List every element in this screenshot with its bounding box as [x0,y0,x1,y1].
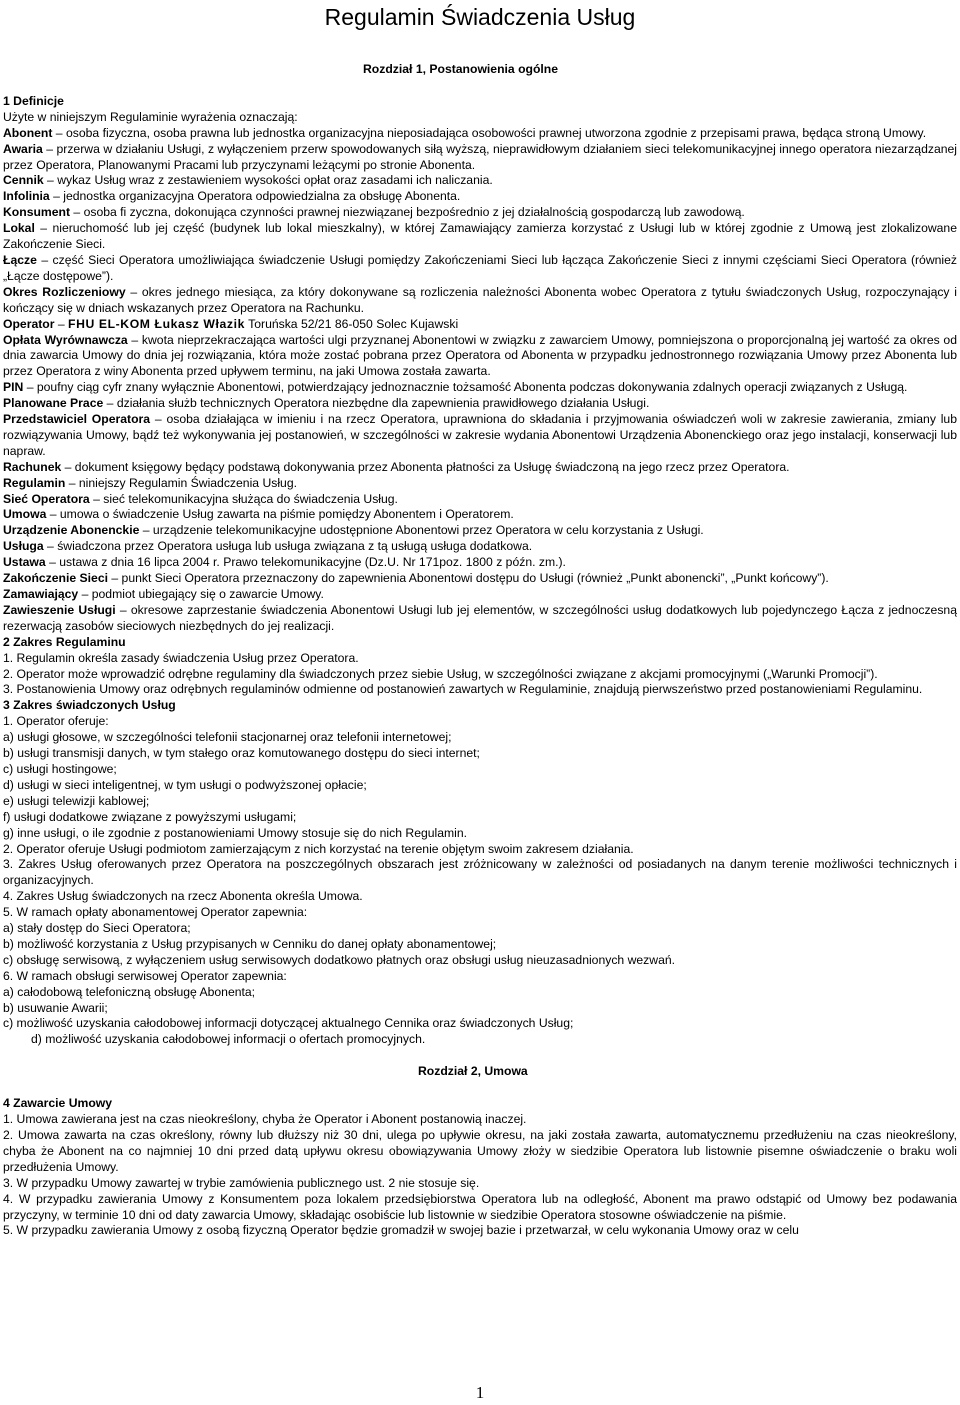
definition-item [3,333,957,381]
list-item: c) usługi hostingowe; [3,761,117,776]
definition-text: – nieruchomość lub jej część (budynek lub lokal mieszkalny), w której Zamawiający zamierza korzystać z Usługi lub w której zgodnie z Umową jest zlokalizowane Zakończenie Sieci. [3,221,957,252]
definition-text: – świadczona przez Operatora usługa lub usługa związana z tą usługą usługa dodatkowa. [43,539,533,554]
definition-text: – okresowe zaprzestanie świadczenia Abonentowi Usługi lub jej elementów, w szczególności usług dodatkowych lub pojedynczego Łącza z jednoczesną rezerwacją zasobów sieciowych niezbędnych do jej realizacji. [3,602,957,633]
definition-text: – wykaz Usług wraz z zestawieniem wysokości opłat oraz zasadami ich naliczania. [43,173,493,188]
definition-term: Operator [3,316,55,331]
definition-term: Opłata Wyrównawcza [3,332,128,347]
definition-item [3,205,957,221]
definition-text: – ustawa z dnia 16 lipca 2004 r. Prawo telekomunikacyjne (Dz.U. Nr 171poz. 1800 z późn. zm.). [45,555,566,570]
definition-text: – sieć telekomunikacyjna służąca do świadczenia Usług. [89,491,398,506]
definition-term: Usługa [3,539,44,554]
list-item: a) usługi głosowe, w szczególności telefonii stacjonarnej oraz telefonii internetowej; [3,730,452,745]
page-number: 1 [475,1383,485,1402]
definition-term: Ustawa [3,555,46,570]
section-2-list [3,651,957,699]
section-heading-4: 4 Zawarcie Umowy [3,1096,113,1111]
definition-term: Regulamin [3,475,66,490]
list-item: 6. W ramach obsługi serwisowej Operator zapewnia: [3,968,287,983]
list-item: 1. Regulamin określa zasady świadczenia Usług przez Operatora. [3,650,359,665]
list-item: d) usługi w sieci inteligentnej, w tym usługi o podwyższonej opłacie; [3,777,367,792]
list-item: 1. Operator oferuje: [3,714,109,729]
definition-item [3,189,957,205]
list-item: 4. Zakres Usług świadczonych na rzecz Abonenta określa Umowa. [3,889,363,904]
definition-text: – poufny ciąg cyfr znany wyłącznie Abonentowi, potwierdzający jednoznacznie tożsamość Abonenta podczas dokonywania zdalnych operacji związanych z Usługą. [23,380,908,395]
definition-term: Zakończenie Sieci [3,571,108,586]
list-item: e) usługi telewizji kablowej; [3,793,150,808]
section-heading-2: 2 Zakres Regulaminu [3,634,126,649]
definition-term: Abonent [3,125,53,140]
definition-term: Rachunek [3,459,62,474]
section-3-list [3,714,957,1032]
definition-term: Cennik [3,173,44,188]
list-item: c) obsługę serwisową, z wyłączeniem usług serwisowych dodatkowo płatnych oraz obsługi usług nieuzasadnionych wezwań. [3,952,676,967]
definition-term: Przedstawiciel Operatora [3,412,151,427]
definition-text: – kwota nieprzekraczająca wartości ulgi przyznanej Abonentowi w związku z zawarciem Umowy, pomniejszona o proporcjonalną jej wartość za okres od dnia zawarcia Umowy do dnia jej rozwiązania, która może zostać pobrana przez Operatora od Abonenta w przypadku jednostronnego rozwiązania Umowy przez Abonenta lub przez Operatora z winy Abonenta przed upływem terminu, na jaki Umowa została zawarta. [3,332,957,379]
list-item: 4. W przypadku zawierania Umowy z Konsumentem poza lokalem przedsiębiorstwa Operatora lub na odległość, Abonent ma prawo odstąpić od Umowy bez podawania przyczyny, w terminie 10 dni od daty zawarcia Umowy, składając osobiście lub listownie w siedzibie Operatora stosowne oświadczenie na piśmie. [3,1191,957,1222]
list-item: 2. Umowa zawarta na czas określony, równy lub dłuższy niż 30 dni, ulega po upływie okresu, na jaki została zawarta, automatycznemu przedłużeniu na czas nieokreślony, chyba że Abonent na co najmniej 10 dni przed datą upływu okresu obowiązywania Umowy złoży w siedzibie Operatora lub listownie pisemne oświadczenie o braku woli przedłużenia Umowy. [3,1128,957,1174]
definitions-list-2 [3,333,957,635]
definition-text: – urządzenie telekomunikacyjne udostępnione Abonentowi przez Operatora w celu korzystania z Usługi. [139,523,704,538]
list-item: a) stały dostęp do Sieci Operatora; [3,921,191,936]
section-heading-1: 1 Definicje [3,93,64,108]
definition-item [3,412,957,460]
list-item: b) możliwość korzystania z Usług przypisanych w Cenniku do danej opłaty abonamentowej; [3,936,497,951]
definition-term: Infolinia [3,189,50,204]
definition-item [3,126,957,142]
definition-text: – umowa o świadczenie Usług zawarta na piśmie pomiędzy Abonentem i Operatorem. [46,507,514,522]
definition-item [3,587,957,603]
definition-term: Awaria [3,141,43,156]
document-body [3,62,957,1239]
definition-item [3,476,957,492]
definition-term: Zawieszenie Usługi [3,602,116,617]
definition-text: – jednostka organizacyjna Operatora odpowiedzialna za obsługę Abonenta. [49,189,461,204]
definition-text: – dokument księgowy będący podstawą dokonywania przez Abonenta płatności za Usługę świadczoną na jego rzecz przez Operatora. [61,459,790,474]
list-item: b) usługi transmisji danych, w tym stałego oraz komutowanego dostępu do sieci internet; [3,746,480,761]
definition-item [3,492,957,508]
list-item: 5. W ramach opłaty abonamentowej Operator zapewnia: [3,905,308,920]
definition-text: – osoba fi zyczna, dokonująca czynności prawnej niezwiązanej bezpośrednio z jej działalnością gospodarczą lub zawodową. [70,205,745,220]
operator-name: FHU EL-KOM Łukasz Włazik [68,316,245,331]
list-item: f) usługi dodatkowe związane z powyższymi usługami; [3,809,297,824]
list-item: g) inne usługi, o ile zgodnie z postanowieniami Umowy stosuje się do nich Regulamin. [3,825,468,840]
section-heading-3: 3 Zakres świadczonych Usług [3,698,176,713]
definition-term: Okres Rozliczeniowy [3,284,126,299]
chapter-heading-2: Rozdział 2, Umowa [418,1064,528,1079]
definitions-intro: Użyte w niniejszym Regulaminie wyrażenia oznaczają: [3,109,298,124]
list-item: 1. Umowa zawierana jest na czas nieokreślony, chyba że Operator i Abonent postanowią inaczej. [3,1112,527,1127]
chapter-heading-1: Rozdział 1, Postanowienia ogólne [363,62,559,76]
definition-term: PIN [3,380,24,395]
definition-term: Umowa [3,507,47,522]
definition-term: Planowane Prace [3,396,104,411]
definition-term: Łącze [3,252,37,267]
definition-operator: Operator – FHU EL-KOM Łukasz Włazik Toruńska 52/21 86-050 Solec Kujawski [3,316,459,331]
definition-item [3,285,957,317]
list-item: 3. Zakres Usług oferowanych przez Operatora na poszczególnych obszarach jest zróżnicowany w zależności od posiadanych na danym terenie możliwości technicznych i organizacyjnych. [3,857,957,888]
definition-term: Urządzenie Abonenckie [3,523,140,538]
definition-item [3,396,957,412]
definition-text: – niniejszy Regulamin Świadczenia Usług. [65,475,297,490]
list-item: 2. Operator może wprowadzić odrębne regulaminy dla świadczonych przez siebie Usług, w szczególności związane z akcjami promocyjnymi („Warunki Promocji”). [3,666,878,681]
operator-address: Toruńska 52/21 86-050 Solec Kujawski [244,316,459,331]
list-item: c) możliwość uzyskania całodobowej informacji dotyczącej aktualnego Cennika oraz świadczonych Usług; [3,1016,574,1031]
definition-item [3,380,957,396]
list-item: a) całodobową telefoniczną obsługę Abonenta; [3,984,256,999]
definition-text: – osoba fizyczna, osoba prawna lub jednostka organizacyjna nieposiadająca osobowości prawnej utworzona zgodnie z przepisami prawa, będąca stroną Umowy. [52,125,927,140]
definition-item [3,523,957,539]
document-title: Regulamin Świadczenia Usług [324,4,636,30]
list-item: 2. Operator oferuje Usługi podmiotom zamierzającym z nich korzystać na terenie objętym swoim zakresem działania. [3,841,634,856]
list-item: 3. Postanowienia Umowy oraz odrębnych regulaminów odmienne od postanowień zawartych w Regulaminie, znajdują pierwszeństwo przed postanowieniami Regulaminu. [3,682,923,697]
definition-term: Lokal [3,221,35,236]
definition-text: – punkt Sieci Operatora przeznaczony do zapewnienia Abonentowi dostępu do Usługi (również „Punkt abonencki”, „Punkt końcowy”). [108,571,829,586]
definition-item [3,253,957,285]
definition-item [3,460,957,476]
definition-text: – osoba działająca w imieniu i na rzecz Operatora, uprawniona do składania i przyjmowania oświadczeń woli w zakresie zawierania, zmiany lub rozwiązywania Umowy, bądź też wykonywania jej postanowień, w szczególności w zakresie wydania Abonentowi Urządzenia Abonenckiego oraz jego instalacji, konserwacji lub napraw. [3,412,957,458]
list-item: 5. W przypadku zawierania Umowy z osobą fizyczną Operator będzie gromadził w swojej bazie i przetwarzał, w celu wykonania Umowy oraz w celu [3,1223,799,1238]
definition-text: – część Sieci Operatora umożliwiająca świadczenie Usługi pomiędzy Zakończeniami Sieci lub łącząca Zakończenie Sieci z innymi częściami Sieci Operatora (również „Łącze dostępowe”). [3,252,957,283]
definition-text: – przerwa w działaniu Usługi, z wyłączeniem przerw spowodowanych siłą wyższą, nieprawidłowym działaniem sieci telekomunikacyjnej innego operatora niezarządzanej przez Operatora, Planowanymi Pracami lub przyczynami leżącymi po stronie Abonenta. [3,141,957,172]
definition-term: Konsument [3,205,71,220]
definition-item [3,221,957,253]
definitions-list [3,126,957,317]
definition-text: – działania służb technicznych Operatora niezbędne dla zapewnienia prawidłowego działania Usługi. [103,396,650,411]
definition-item [3,539,957,555]
definition-text: – okres jednego miesiąca, za który dokonywane są rozliczenia należności Abonenta wobec Operatora z tytułu świadczonych Usług, rozpoczynający i kończący się w dniach wskazanych przez Operatora na Rachunku. [3,284,957,315]
definition-item [3,571,957,587]
definition-item [3,173,957,189]
section-4-list [3,1112,957,1239]
list-item: d) możliwość uzyskania całodobowej informacji o ofertach promocyjnych. [31,1032,426,1047]
list-item: b) usuwanie Awarii; [3,1000,108,1015]
definition-item [3,142,957,174]
definition-item [3,555,957,571]
list-item: 3. W przypadku Umowy zawartej w trybie zamówienia publicznego ust. 2 nie stosuje się. [3,1175,480,1190]
definition-term: Sieć Operatora [3,491,90,506]
definition-item [3,603,957,635]
definition-term: Zamawiający [3,587,79,601]
definition-text: – podmiot ubiegający się o zawarcie Umowy. [78,587,324,601]
definition-item [3,507,957,523]
